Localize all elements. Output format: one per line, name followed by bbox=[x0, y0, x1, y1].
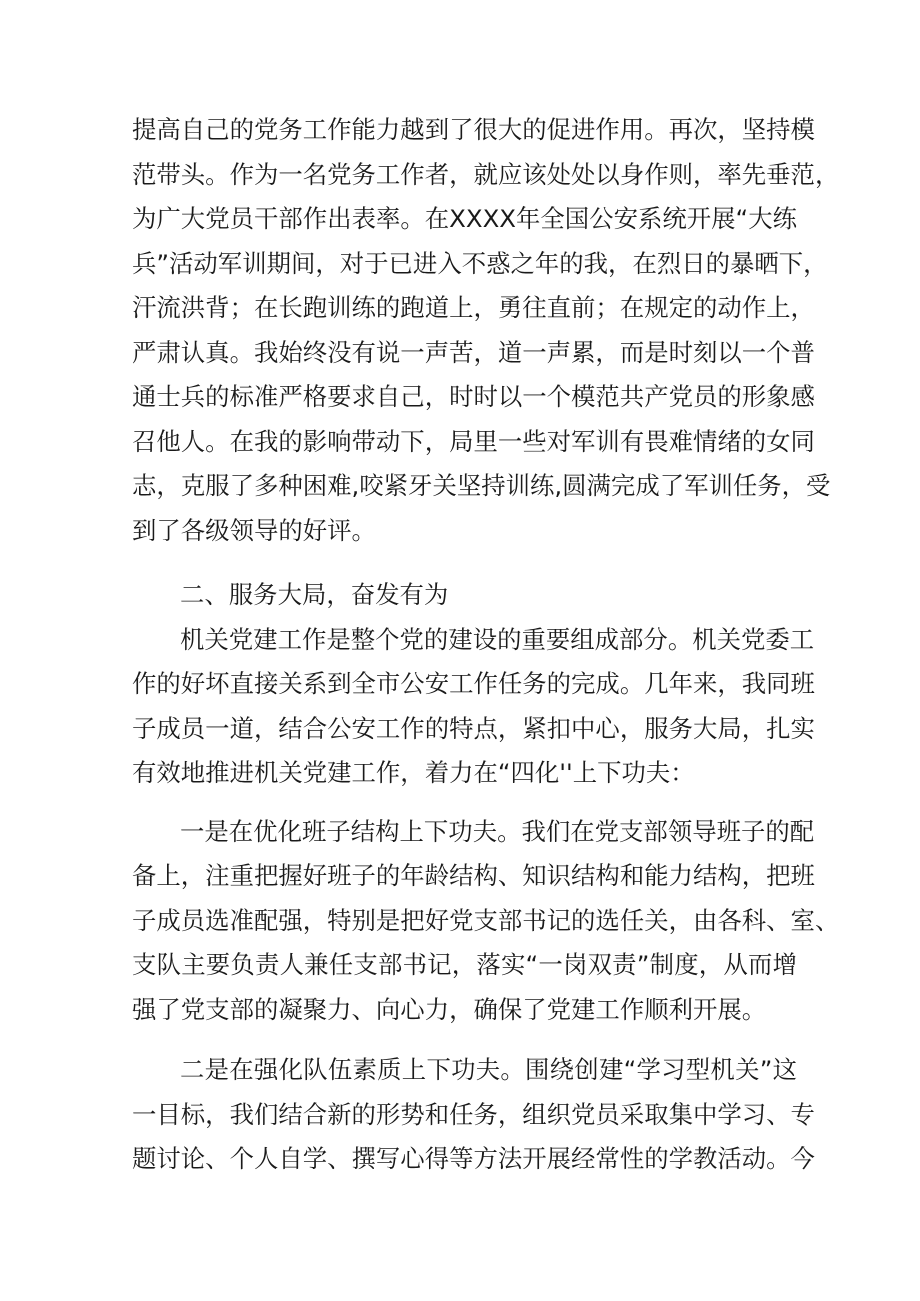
text-line: 强了党支部的凝聚力、向心力，确保了党建工作顺利开展。 bbox=[132, 994, 767, 1024]
paragraph-party-building bbox=[132, 618, 815, 796]
text-line: 有效地推进机关党建工作，着力在“四化''上下功夫： bbox=[132, 758, 695, 787]
text-line: 严肃认真。我始终没有说一声苦，道一声累，而是时刻以一个普 bbox=[132, 337, 815, 367]
section-heading-text: 二、服务大局，奋发有为 bbox=[180, 580, 449, 609]
text-line: 范带头。作为一名党务工作者，就应该处处以身作则，率先垂范， bbox=[132, 159, 840, 189]
text-line: 二是在强化队伍素质上下功夫。围绕创建“学习型机关”这 bbox=[180, 1055, 797, 1084]
document-body bbox=[132, 108, 840, 1182]
text-line: 作的好坏直接关系到全市公安工作任务的完成。几年来，我同班 bbox=[132, 669, 815, 698]
paragraph-team-quality bbox=[132, 1048, 815, 1182]
text-line: 一是在优化班子结构上下功夫。我们在党支部领导班子的配 bbox=[180, 816, 815, 846]
text-line: 通士兵的标准严格要求自己，时时以一个模范共产党员的形象感 bbox=[132, 382, 815, 411]
text-line: 一目标，我们结合新的形势和任务，组织党员采取集中学习、专 bbox=[132, 1099, 815, 1129]
text-line: 汗流洪背；在长跑训练的跑道上，勇往直前；在规定的动作上， bbox=[132, 293, 815, 322]
text-line: 召他人。在我的影响带动下，局里一些对军训有畏难情绪的女同 bbox=[132, 426, 815, 456]
text-line: 备上，注重把握好班子的年龄结构、知识结构和能力结构，把班 bbox=[132, 861, 815, 890]
text-line: 机关党建工作是整个党的建设的重要组成部分。机关党委工 bbox=[180, 624, 815, 654]
paragraph-gap bbox=[132, 1032, 797, 1048]
text-line: 提高自己的党务工作能力越到了很大的促进作用。再次，坚持模 bbox=[132, 115, 815, 144]
section-heading bbox=[132, 573, 797, 618]
text-line: 题讨论、个人自学、撰写心得等方法开展经常性的学教活动。今 bbox=[132, 1144, 815, 1173]
text-line: 子成员选准配强，特别是把好党支部书记的选任关，由各科、室、 bbox=[132, 905, 840, 935]
paragraph-gap bbox=[132, 796, 797, 810]
paragraph-military-training bbox=[132, 108, 840, 553]
text-line: 兵”活动军训期间，对于已进入不惑之年的我，在烈日的暴晒下， bbox=[132, 248, 828, 278]
text-line: 志，克服了多种困难,咬紧牙关坚持训练,圆满完成了军训任务，受 bbox=[132, 471, 831, 500]
paragraph-team-structure bbox=[132, 810, 840, 1033]
text-line: 支队主要负责人兼任支部书记，落实“一岗双责”制度，从而增 bbox=[132, 950, 797, 979]
paragraph-gap bbox=[132, 553, 797, 573]
text-line: 子成员一道，结合公安工作的特点，紧扣中心，服务大局，扎实 bbox=[132, 713, 815, 743]
text-line: 为广大党员干部作出表率。在XXXX年全国公安系统开展“大练 bbox=[132, 204, 797, 233]
text-line: 到了各级领导的好评。 bbox=[132, 515, 376, 545]
